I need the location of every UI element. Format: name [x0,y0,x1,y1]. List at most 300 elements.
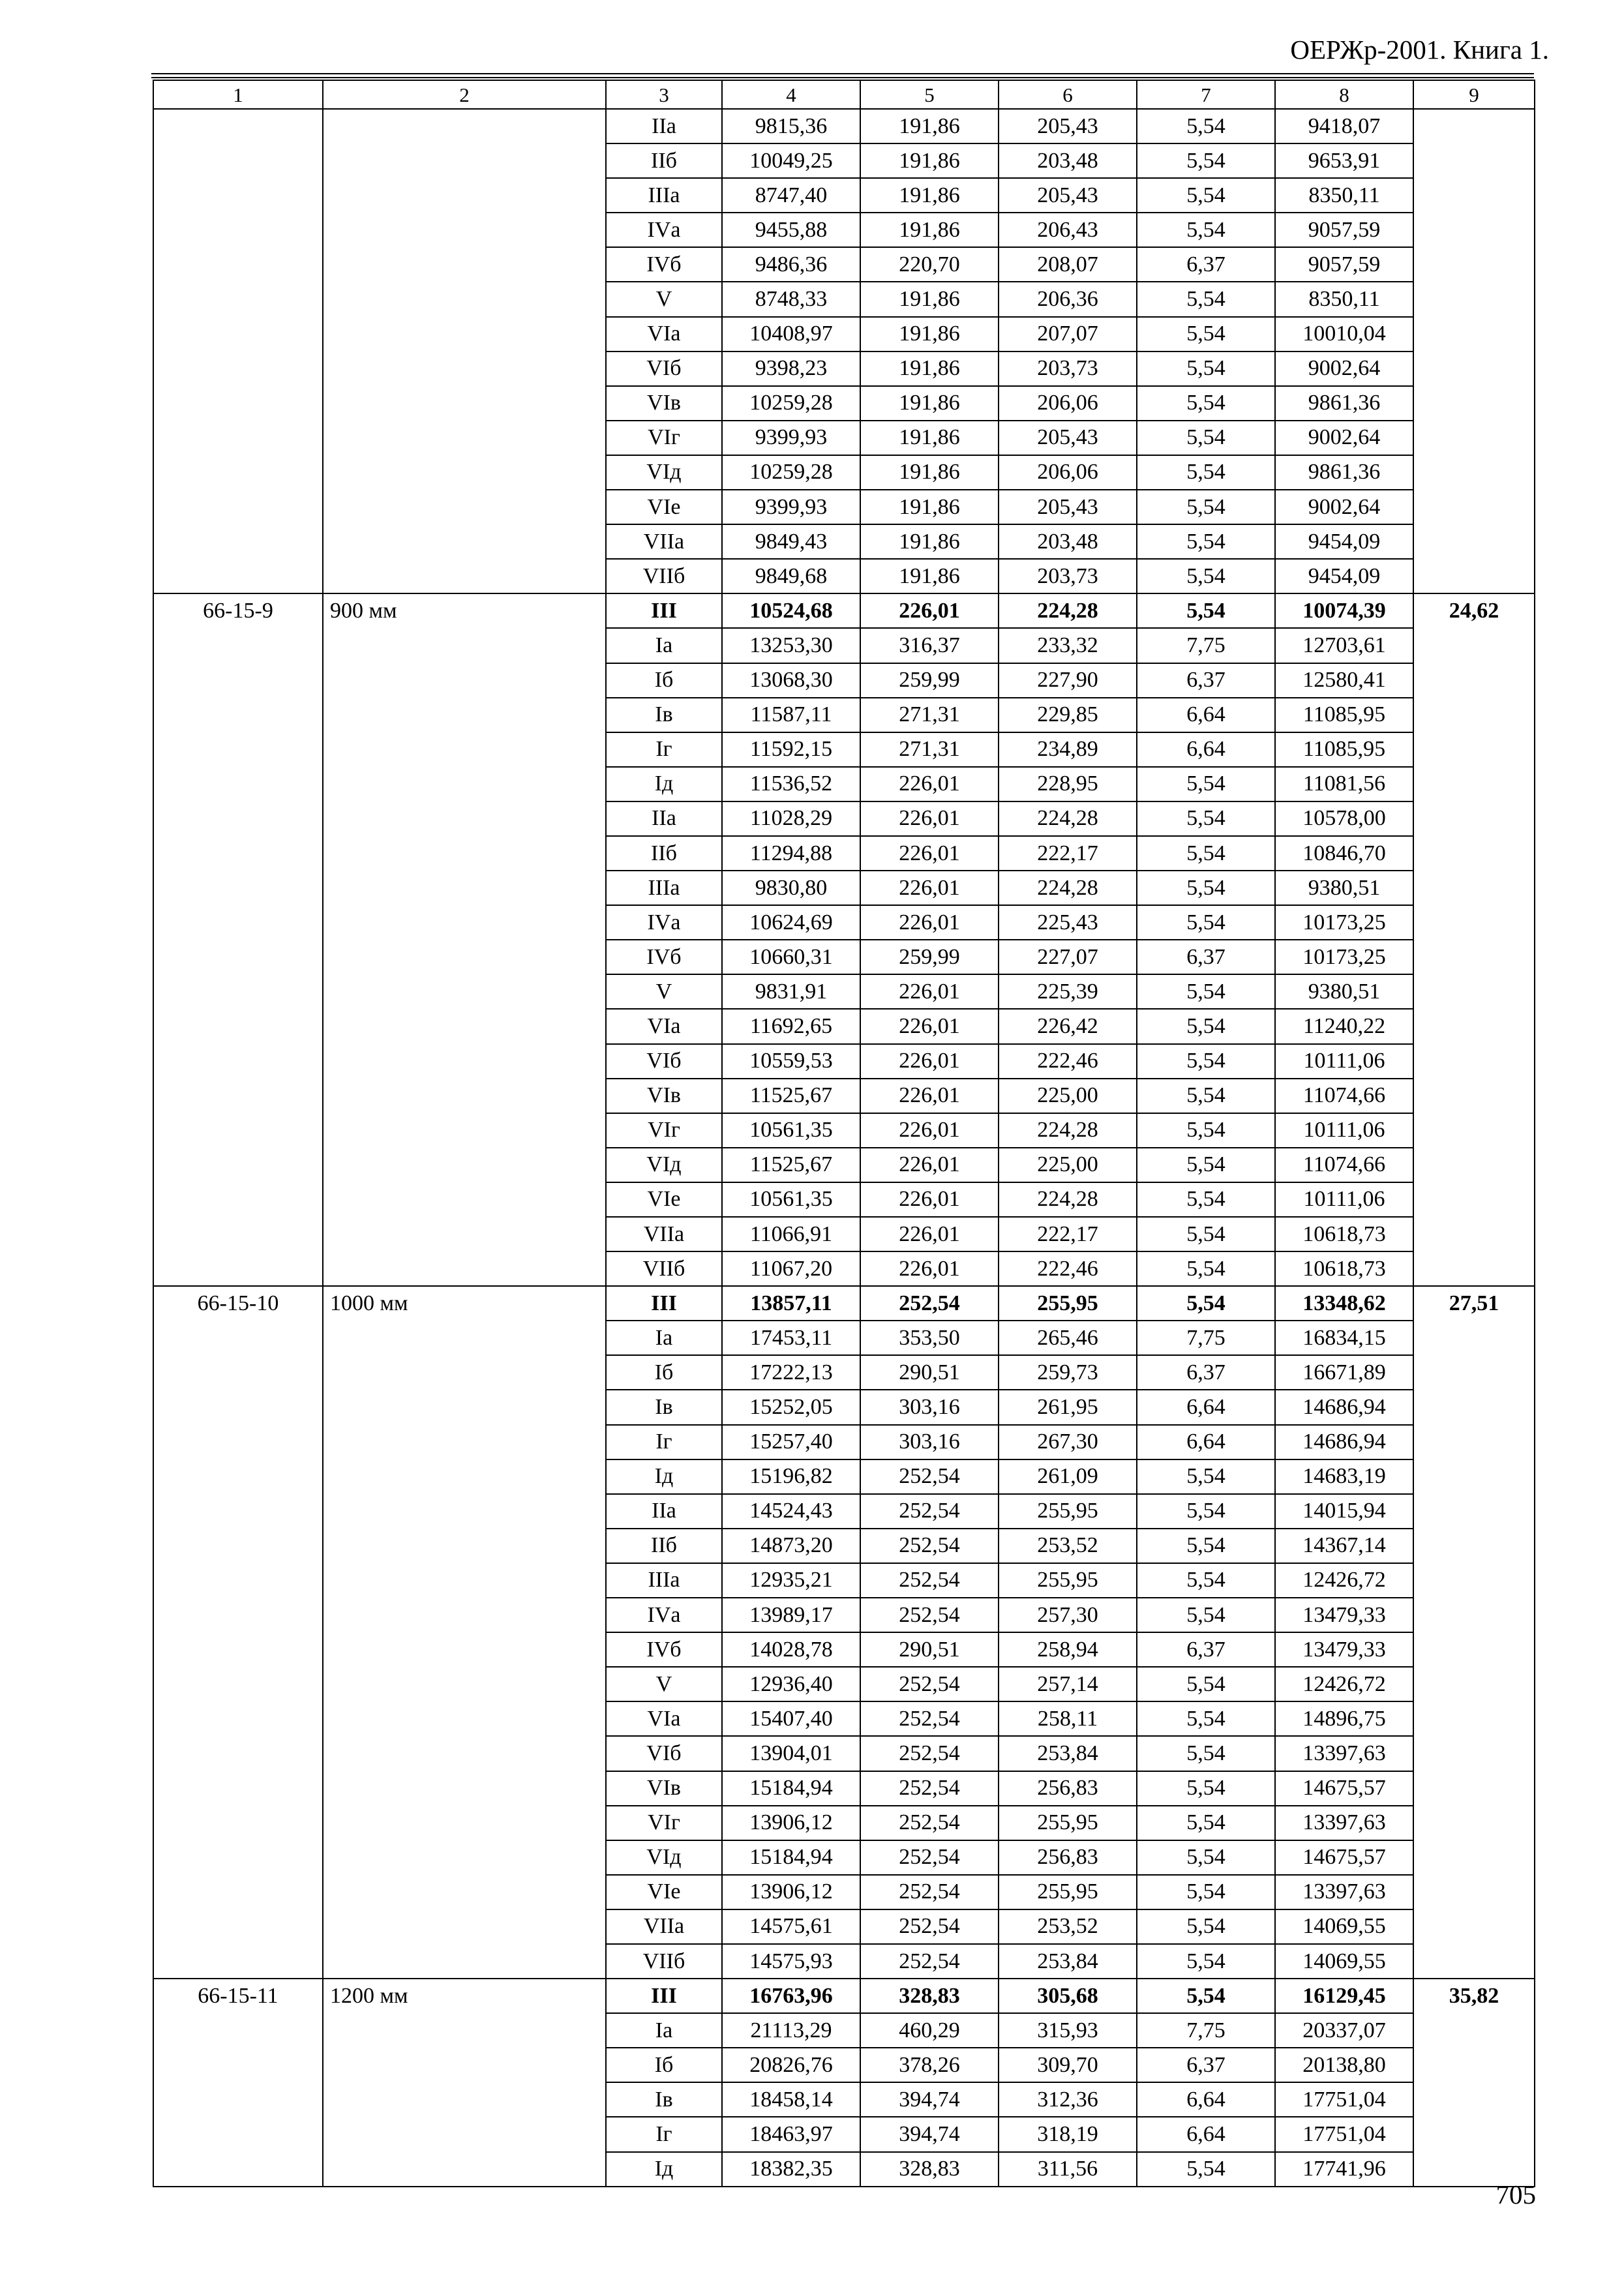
value-cell: 5,54 [1137,801,1275,836]
value-cell: 18382,35 [722,2152,860,2187]
table-row [153,593,1535,628]
value-cell: 5,54 [1137,1944,1275,1979]
zone-cell: VIа [606,1701,722,1736]
value-cell: 10111,06 [1275,1044,1413,1079]
zone-cell: VIб [606,352,722,386]
value-cell: 16763,96 [722,1979,860,2013]
value-cell: 5,54 [1137,455,1275,490]
value-cell: 6,37 [1137,1355,1275,1390]
value-cell: 234,89 [999,732,1137,767]
value-cell: 8350,11 [1275,178,1413,213]
value-cell: 255,95 [999,1806,1137,1840]
value-cell: 5,54 [1137,1217,1275,1251]
value-cell: 11081,56 [1275,767,1413,801]
value-cell: 229,85 [999,698,1137,732]
zone-cell: IVа [606,1598,722,1632]
value-cell: 11294,88 [722,836,860,871]
value-cell: 252,54 [860,1598,999,1632]
value-cell: 11592,15 [722,732,860,767]
labor-cell: 35,82 [1413,1979,1535,2187]
value-cell: 13906,12 [722,1806,860,1840]
zone-cell: VIIа [606,1909,722,1944]
value-cell: 5,54 [1137,1113,1275,1148]
table-row [153,109,1535,143]
value-cell: 5,54 [1137,1909,1275,1944]
value-cell: 222,17 [999,1217,1137,1251]
value-cell: 9861,36 [1275,455,1413,490]
zone-cell: V [606,974,722,1009]
value-cell: 5,54 [1137,1563,1275,1598]
value-cell: 255,95 [999,1286,1137,1321]
value-cell: 5,54 [1137,1875,1275,1909]
value-cell: 12426,72 [1275,1563,1413,1598]
price-table-container [153,80,1534,2187]
value-cell: 226,01 [860,801,999,836]
value-cell: 10559,53 [722,1044,860,1079]
value-cell: 394,74 [860,2082,999,2117]
value-cell: 252,54 [860,1286,999,1321]
value-cell: 226,01 [860,1044,999,1079]
labor-cell [1413,109,1535,593]
value-cell: 10173,25 [1275,940,1413,974]
value-cell: 10524,68 [722,593,860,628]
value-cell: 271,31 [860,698,999,732]
value-cell: 252,54 [860,1701,999,1736]
value-cell: 5,54 [1137,1806,1275,1840]
norm-code-cell: 66-15-9 [153,593,323,1286]
value-cell: 11074,66 [1275,1148,1413,1182]
value-cell: 205,43 [999,109,1137,143]
zone-cell: VIб [606,1044,722,1079]
value-cell: 227,90 [999,663,1137,698]
value-cell: 5,54 [1137,1771,1275,1806]
value-cell: 10624,69 [722,905,860,940]
value-cell: 5,54 [1137,421,1275,455]
value-cell: 253,52 [999,1529,1137,1563]
value-cell: 10259,28 [722,386,860,421]
value-cell: 255,95 [999,1875,1137,1909]
value-cell: 226,01 [860,836,999,871]
value-cell: 206,06 [999,386,1137,421]
zone-cell: IIIа [606,1563,722,1598]
value-cell: 5,54 [1137,1148,1275,1182]
zone-cell: Iд [606,2152,722,2187]
value-cell: 13479,33 [1275,1598,1413,1632]
zone-cell: VIд [606,455,722,490]
value-cell: 10408,97 [722,317,860,352]
zone-cell: VIд [606,1840,722,1875]
value-cell: 10111,06 [1275,1182,1413,1217]
value-cell: 267,30 [999,1425,1137,1459]
value-cell: 224,28 [999,1113,1137,1148]
value-cell: 252,54 [860,1459,999,1494]
value-cell: 6,37 [1137,940,1275,974]
value-cell: 261,09 [999,1459,1137,1494]
value-cell: 14873,20 [722,1529,860,1563]
value-cell: 318,19 [999,2117,1137,2151]
value-cell: 205,43 [999,490,1137,524]
value-cell: 224,28 [999,1182,1137,1217]
value-cell: 206,36 [999,282,1137,316]
value-cell: 9380,51 [1275,871,1413,905]
value-cell: 18458,14 [722,2082,860,2117]
value-cell: 14896,75 [1275,1701,1413,1736]
value-cell: 5,54 [1137,490,1275,524]
value-cell: 253,84 [999,1736,1137,1771]
value-cell: 5,54 [1137,109,1275,143]
value-cell: 14367,14 [1275,1529,1413,1563]
value-cell: 14524,43 [722,1494,860,1529]
value-cell: 14575,61 [722,1909,860,1944]
value-cell: 252,54 [860,1667,999,1701]
value-cell: 225,00 [999,1148,1137,1182]
value-cell: 5,54 [1137,1840,1275,1875]
value-cell: 5,54 [1137,1182,1275,1217]
value-cell: 10049,25 [722,143,860,178]
zone-cell: VIв [606,1079,722,1113]
value-cell: 328,83 [860,1979,999,2013]
value-cell: 191,86 [860,282,999,316]
zone-cell: V [606,1667,722,1701]
value-cell: 5,54 [1137,1736,1275,1771]
value-cell: 9399,93 [722,490,860,524]
value-cell: 21113,29 [722,2013,860,2048]
value-cell: 290,51 [860,1355,999,1390]
column-number: 4 [722,80,860,109]
zone-cell: III [606,1979,722,2013]
zone-cell: VIIб [606,559,722,593]
value-cell: 10173,25 [1275,905,1413,940]
value-cell: 5,54 [1137,1251,1275,1286]
zone-cell: IVа [606,213,722,247]
value-cell: 13397,63 [1275,1875,1413,1909]
zone-cell: IIб [606,143,722,178]
value-cell: 9831,91 [722,974,860,1009]
value-cell: 303,16 [860,1390,999,1424]
zone-cell: IIIа [606,871,722,905]
value-cell: 309,70 [999,2048,1137,2082]
zone-cell: VIб [606,1736,722,1771]
pipe-diameter-cell: 1000 мм [323,1286,606,1979]
value-cell: 5,54 [1137,1701,1275,1736]
value-cell: 11240,22 [1275,1009,1413,1043]
value-cell: 17222,13 [722,1355,860,1390]
value-cell: 191,86 [860,178,999,213]
zone-cell: Iв [606,2082,722,2117]
value-cell: 7,75 [1137,628,1275,663]
zone-cell: VIг [606,1113,722,1148]
value-cell: 5,54 [1137,593,1275,628]
zone-cell: VIIб [606,1944,722,1979]
value-cell: 11536,52 [722,767,860,801]
column-number: 8 [1275,80,1413,109]
zone-cell: VIе [606,490,722,524]
value-cell: 252,54 [860,1875,999,1909]
table-row [153,1286,1535,1321]
column-number: 2 [323,80,606,109]
zone-cell: Iд [606,767,722,801]
value-cell: 261,95 [999,1390,1137,1424]
value-cell: 205,43 [999,421,1137,455]
value-cell: 8350,11 [1275,282,1413,316]
value-cell: 14069,55 [1275,1909,1413,1944]
zone-cell: IIа [606,801,722,836]
value-cell: 208,07 [999,247,1137,282]
value-cell: 6,37 [1137,1632,1275,1667]
zone-cell: VIв [606,386,722,421]
value-cell: 191,86 [860,455,999,490]
value-cell: 9418,07 [1275,109,1413,143]
price-table [153,80,1535,2187]
value-cell: 191,86 [860,109,999,143]
value-cell: 225,00 [999,1079,1137,1113]
value-cell: 191,86 [860,143,999,178]
zone-cell: VIд [606,1148,722,1182]
value-cell: 252,54 [860,1563,999,1598]
value-cell: 224,28 [999,801,1137,836]
value-cell: 256,83 [999,1840,1137,1875]
value-cell: 13857,11 [722,1286,860,1321]
value-cell: 191,86 [860,559,999,593]
labor-cell: 24,62 [1413,593,1535,1286]
value-cell: 20826,76 [722,2048,860,2082]
value-cell: 10578,00 [1275,801,1413,836]
value-cell: 11066,91 [722,1217,860,1251]
value-cell: 6,64 [1137,1425,1275,1459]
header-rule-top [151,73,1534,74]
value-cell: 5,54 [1137,282,1275,316]
value-cell: 9486,36 [722,247,860,282]
value-cell: 6,37 [1137,663,1275,698]
value-cell: 14675,57 [1275,1771,1413,1806]
value-cell: 10561,35 [722,1113,860,1148]
value-cell: 252,54 [860,1909,999,1944]
value-cell: 16671,89 [1275,1355,1413,1390]
value-cell: 203,48 [999,143,1137,178]
value-cell: 191,86 [860,524,999,559]
value-cell: 220,70 [860,247,999,282]
zone-cell: III [606,593,722,628]
value-cell: 5,54 [1137,767,1275,801]
value-cell: 14686,94 [1275,1425,1413,1459]
column-number: 1 [153,80,323,109]
zone-cell: IIб [606,1529,722,1563]
value-cell: 259,99 [860,940,999,974]
value-cell: 15184,94 [722,1840,860,1875]
value-cell: 224,28 [999,593,1137,628]
value-cell: 6,37 [1137,247,1275,282]
value-cell: 10259,28 [722,455,860,490]
value-cell: 5,54 [1137,213,1275,247]
value-cell: 353,50 [860,1321,999,1355]
value-cell: 10010,04 [1275,317,1413,352]
value-cell: 12935,21 [722,1563,860,1598]
value-cell: 257,14 [999,1667,1137,1701]
value-cell: 11085,95 [1275,698,1413,732]
value-cell: 5,54 [1137,1598,1275,1632]
value-cell: 206,43 [999,213,1137,247]
zone-cell: V [606,282,722,316]
value-cell: 5,54 [1137,386,1275,421]
value-cell: 10846,70 [1275,836,1413,871]
zone-cell: Iб [606,663,722,698]
value-cell: 226,01 [860,974,999,1009]
zone-cell: VIIа [606,524,722,559]
value-cell: 227,07 [999,940,1137,974]
value-cell: 271,31 [860,732,999,767]
value-cell: 191,86 [860,490,999,524]
value-cell: 15407,40 [722,1701,860,1736]
column-number: 7 [1137,80,1275,109]
value-cell: 5,54 [1137,178,1275,213]
zone-cell: Iб [606,1355,722,1390]
value-cell: 12580,41 [1275,663,1413,698]
value-cell: 257,30 [999,1598,1137,1632]
value-cell: 203,73 [999,352,1137,386]
value-cell: 13989,17 [722,1598,860,1632]
value-cell: 11028,29 [722,801,860,836]
value-cell: 207,07 [999,317,1137,352]
value-cell: 9380,51 [1275,974,1413,1009]
value-cell: 14575,93 [722,1944,860,1979]
header-rule-bottom [151,77,1534,78]
value-cell: 6,64 [1137,698,1275,732]
zone-cell: IIа [606,1494,722,1529]
zone-cell: IVб [606,940,722,974]
value-cell: 9057,59 [1275,213,1413,247]
page-number: 705 [1496,2179,1536,2209]
value-cell: 5,54 [1137,1079,1275,1113]
zone-cell: IVб [606,247,722,282]
value-cell: 13253,30 [722,628,860,663]
value-cell: 9815,36 [722,109,860,143]
value-cell: 226,01 [860,1148,999,1182]
value-cell: 16834,15 [1275,1321,1413,1355]
zone-cell: VIа [606,317,722,352]
zone-cell: Iд [606,1459,722,1494]
value-cell: 15252,05 [722,1390,860,1424]
value-cell: 258,94 [999,1632,1137,1667]
value-cell: 191,86 [860,386,999,421]
value-cell: 226,01 [860,593,999,628]
zone-cell: VIг [606,1806,722,1840]
value-cell: 16129,45 [1275,1979,1413,2013]
value-cell: 9002,64 [1275,352,1413,386]
value-cell: 13348,62 [1275,1286,1413,1321]
value-cell: 228,95 [999,767,1137,801]
table-row [153,1979,1535,2013]
value-cell: 12703,61 [1275,628,1413,663]
value-cell: 5,54 [1137,871,1275,905]
value-cell: 265,46 [999,1321,1137,1355]
value-cell: 222,46 [999,1251,1137,1286]
value-cell: 259,99 [860,663,999,698]
value-cell: 14683,19 [1275,1459,1413,1494]
value-cell: 8748,33 [722,282,860,316]
value-cell: 312,36 [999,2082,1137,2117]
value-cell: 226,01 [860,1182,999,1217]
value-cell: 252,54 [860,1771,999,1806]
value-cell: 15257,40 [722,1425,860,1459]
zone-cell: VIг [606,421,722,455]
value-cell: 315,93 [999,2013,1137,2048]
value-cell: 17751,04 [1275,2082,1413,2117]
table-body [153,80,1535,2187]
value-cell: 13397,63 [1275,1736,1413,1771]
zone-cell: Iг [606,2117,722,2151]
value-cell: 10074,39 [1275,593,1413,628]
value-cell: 17751,04 [1275,2117,1413,2151]
value-cell: 290,51 [860,1632,999,1667]
value-cell: 226,01 [860,1217,999,1251]
value-cell: 394,74 [860,2117,999,2151]
value-cell: 5,54 [1137,2152,1275,2187]
value-cell: 252,54 [860,1494,999,1529]
value-cell: 222,17 [999,836,1137,871]
value-cell: 11692,65 [722,1009,860,1043]
zone-cell: VIе [606,1182,722,1217]
value-cell: 191,86 [860,352,999,386]
value-cell: 9861,36 [1275,386,1413,421]
zone-cell: Iг [606,1425,722,1459]
value-cell: 20337,07 [1275,2013,1413,2048]
value-cell: 259,73 [999,1355,1137,1390]
value-cell: 224,28 [999,871,1137,905]
value-cell: 252,54 [860,1840,999,1875]
value-cell: 13904,01 [722,1736,860,1771]
value-cell: 6,64 [1137,2117,1275,2151]
zone-cell: III [606,1286,722,1321]
zone-cell: IVб [606,1632,722,1667]
value-cell: 226,01 [860,767,999,801]
value-cell: 13397,63 [1275,1806,1413,1840]
value-cell: 5,54 [1137,524,1275,559]
value-cell: 203,73 [999,559,1137,593]
value-cell: 226,01 [860,871,999,905]
value-cell: 11074,66 [1275,1079,1413,1113]
value-cell: 14069,55 [1275,1944,1413,1979]
zone-cell: VIв [606,1771,722,1806]
value-cell: 14015,94 [1275,1494,1413,1529]
value-cell: 9454,09 [1275,524,1413,559]
pipe-diameter-cell [323,109,606,593]
value-cell: 17453,11 [722,1321,860,1355]
value-cell: 233,32 [999,628,1137,663]
column-number: 5 [860,80,999,109]
value-cell: 8747,40 [722,178,860,213]
value-cell: 252,54 [860,1806,999,1840]
zone-cell: Iг [606,732,722,767]
value-cell: 226,01 [860,1079,999,1113]
value-cell: 11525,67 [722,1148,860,1182]
value-cell: 252,54 [860,1944,999,1979]
value-cell: 14028,78 [722,1632,860,1667]
value-cell: 10561,35 [722,1182,860,1217]
value-cell: 9849,68 [722,559,860,593]
zone-cell: Iа [606,628,722,663]
value-cell: 6,37 [1137,2048,1275,2082]
norm-code-cell [153,109,323,593]
value-cell: 226,42 [999,1009,1137,1043]
value-cell: 9455,88 [722,213,860,247]
column-number-row [153,80,1535,109]
pipe-diameter-cell: 1200 мм [323,1979,606,2187]
value-cell: 191,86 [860,421,999,455]
value-cell: 5,54 [1137,352,1275,386]
value-cell: 256,83 [999,1771,1137,1806]
value-cell: 12936,40 [722,1667,860,1701]
column-number: 3 [606,80,722,109]
